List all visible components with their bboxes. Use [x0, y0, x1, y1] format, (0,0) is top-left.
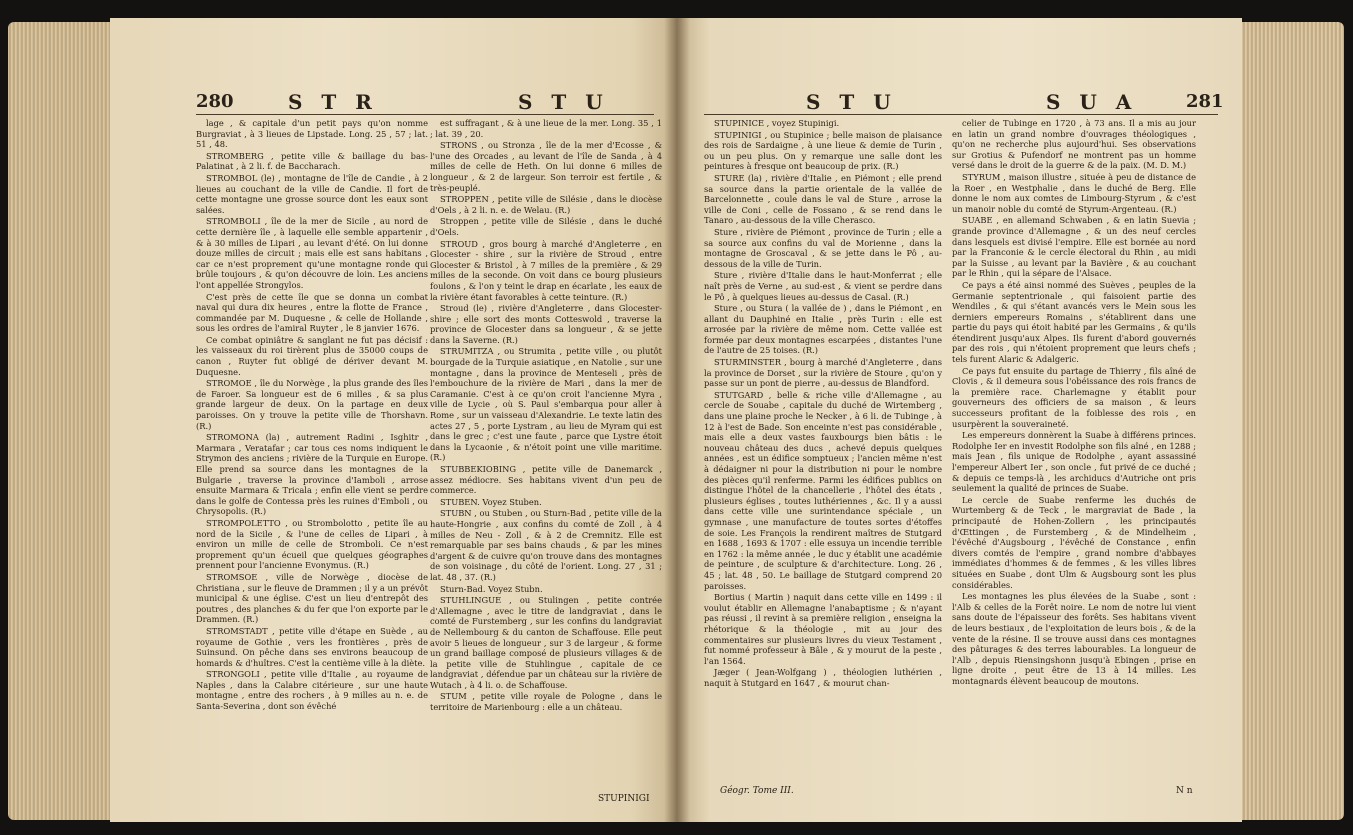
- entry-paragraph: Bortius ( Martin ) naquit dans cette ville en 1499 : il voulut établir en Allemagne l'anabaptisme ; & n'ayant pas réussi , il revint à sa première religion , enseigna la rhétorique & la théologie , mit au jour des commentaires sur plusieurs livres du vieux Testament , fut nommé professeur à Bâle , & y mourut de la peste , l'an 1564.: [704, 592, 942, 666]
- entry-paragraph: STROMONA (la) , autrement Radini , Isghitr , Marmara , Veratafar ; car tous ces noms indiquent le Strymon des anciens ; rivière de la Turquie en Europe. Elle prend sa source dans les montagnes de la Bulgarie , traverse la province d'Iamboli , arrose ensuite Marmara & Tricala ; enfin elle vient se perdre dans le golfe de Contessa près les ruines d'Emboli , ou Chrysopolis. (R.): [196, 432, 428, 517]
- entry-paragraph: STROMBERG , petite ville & baillage du bas-Palatinat , à 2 li. f. de Baccharach.: [196, 150, 428, 172]
- entry-paragraph: Sturn-Bad. Voyez Stubn.: [440, 583, 543, 594]
- catchword: STUPINIGI: [598, 794, 650, 804]
- entry-paragraph: Les empereurs donnèrent la Suabe à différens princes. Rodolphe Ier en investit Rodolphe son fils aîné , en 1288 ; mais Jean , fils unique de Rodolphe , ayant assassiné l'empereur Albert Ier , son oncle , fut privé de ce duché ; & depuis ce temps-là , les archiducs d'Autriche ont pris seulement la qualité de princes de Suabe.: [952, 430, 1196, 494]
- running-head-right-2: S U A: [1046, 90, 1138, 114]
- entry-paragraph: STYRUM , maison illustre , située à peu de distance de la Roer , en Westphalie , dans le duché de Berg. Elle donne le nom aux comtes de Limbourg-Styrum , & c'est un manoir noble du comté de Styrum-Argenteau. (R.): [952, 171, 1196, 214]
- entry-paragraph: STROMSOE , ville de Norwège , diocèse de Christiana , sur le fleuve de Drammen ; il y a un prévôt municipal & une église. C'est un lieu d'entrepôt des poutres , des planches & du fer que l'on exporte par le Drammen. (R.): [196, 571, 428, 625]
- entry-paragraph: Stroud (le) , rivière d'Angleterre , dans Glocester-shire ; elle sort des monts Cotteswold , traverse la province de Glocester dans sa longueur , & se jette dans la Saverne. (R.): [430, 303, 662, 345]
- header-rule-left: [196, 114, 654, 115]
- entry-paragraph: STUM , petite ville royale de Pologne , dans le territoire de Marienbourg : elle a un château.: [430, 691, 662, 713]
- right-page-edges: [1234, 22, 1344, 820]
- entry-paragraph: est suffragant , & à une lieue de la mer. Long. 35 , 1 ; lat. 39 , 20.: [430, 118, 662, 139]
- entry-paragraph: STUHLINGUE , ou Stulingen , petite contrée d'Allemagne , avec le titre de landgraviat , dans le comté de Furstemberg , sur les confins du landgraviat de Nellembourg & du canton de Schaffouse. Elle peut avoir 5 lieues de longueur , sur 3 de largeur , & forme un grand baillage composé de plusieurs villages & de la petite ville de Stuhlingue , capitale de ce landgraviat , défendue par un château sur la rivière de Wutach , à 4 li. o. de Schaffouse.: [430, 595, 662, 690]
- signature-footer: Géogr. Tome III.: [720, 786, 794, 796]
- entry-paragraph: STRONS , ou Stronza , île de la mer d'Ecosse , & l'une des Orcades , au levant de l'île de Sanda , à 4 milles de celle de Heth. On lui donne 6 milles de longueur , & 2 de largeur. Son terroir est fertile , & très-peuplé.: [430, 140, 662, 193]
- header-rule-right: [704, 114, 1218, 115]
- entry-paragraph: lage , & capitale d'un petit pays qu'on nomme Burgraviat , à 3 lieues de Lipstade. Long. 25 , 57 ; lat. 51 , 48.: [196, 118, 428, 150]
- entry-paragraph: STROMSTADT , petite ville d'étape en Suède , au royaume de Gothie , vers les frontières , près de Suinsund. On pêche dans ses environs beaucoup de homards & d'huîtres. C'est la centième ville à la diète.: [196, 625, 428, 668]
- entry-paragraph: Les montagnes les plus élevées de la Suabe , sont : l'Alb & celles de la Forêt noire. Le nom de notre lui vient sans doute de l'épaisseur des forêts. Ses habitans vivent de leurs bestiaux , de l'exploitation de leurs bois , & de la vente de la résine. Il se trouve aussi dans ces montagnes des pâturages & des terres labourables. La longueur de l'Alb , depuis Riensingshonn jusqu'à Ebingen , prise en ligne droite , peut être de 13 à 14 milles. Les montagnards élèvent beaucoup de moutons.: [952, 591, 1196, 686]
- entry-paragraph: Sture , ou Stura ( la vallée de ) , dans le Piémont , en allant du Dauphiné en Italie , près Turin : elle est arrosée par la rivière de même nom. Cette vallée est formée par deux montagnes escarpées , distantes l'une de l'autre de 25 toises. (R.): [704, 303, 942, 356]
- entry-paragraph: SUABE , en allemand Schwaben , & en latin Suevia ; grande province d'Allemagne , & un des neuf cercles dans lesquels est divisé l'empire. Elle est bornée au nord par la Franconie & le cercle électoral du Rhin , au midi par la Suisse , au levant par la Bavière , & au couchant par le Rhin , qui la sépare de l'Alsace.: [952, 215, 1196, 279]
- entry-paragraph: STURMINSTER , bourg à marché d'Angleterre , dans la province de Dorset , sur la rivière de Stoure , qu'on y passe sur un pont de pierre , au-dessus de Blandford.: [704, 357, 942, 389]
- entry-paragraph: STROMBOL (le) , montagne de l'île de Candie , à 2 lieues au couchant de la ville de Candie. Il fort de cette montagne une grosse source dont les eaux sont salées.: [196, 172, 428, 215]
- entry-paragraph: C'est près de cette île que se donna un combat naval qui dura dix heures , entre la flotte de France , commandée par M. Duquesne , & celle de Hollande , sous les ordres de l'amiral Ruyter , le 8 janvier 1676.: [196, 291, 428, 334]
- entry-paragraph: STUBN , ou Stuben , ou Sturn-Bad , petite ville de la haute-Hongrie , aux confins du comté de Zoll , à 4 milles de Neu - Zoll , & à 2 de Cremnitz. Elle est remarquable par ses bains chauds , & par les mines d'argent & de cuivre qu'on trouve dans des montagnes de son voisinage , du côté de l'orient. Long. 27 , 31 ; lat. 48 , 37. (R.): [430, 508, 662, 582]
- right-column-1: [704, 118, 942, 689]
- entry-paragraph: STROPPEN , petite ville de Silésie , dans le diocèse d'Oels , à 2 li. n. e. de Welau. (R.): [430, 194, 662, 215]
- running-head-left-1: S T R: [288, 90, 378, 114]
- entry-paragraph: STRUMITZA , ou Strumita , petite ville , ou plutôt bourgade de la Turquie asiatique , en Natolie , sur une montagne , dans la province de Menteseli , près de l'embouchure de la rivière de Mari , dans la mer de Caramanie. C'est à ce qu'on croit l'ancienne Myra , ville de Lycie , où S. Paul s'embarqua pour aller à Rome , sur un vaisseau d'Alexandrie. Le texte latin des actes 27 , 5 , porte Lystram , au lieu de Myram qui est dans le grec ; c'est une faute , parce que Lystre étoit dans la Lycaonie , & n'étoit point une ville maritime. (R.): [430, 346, 662, 463]
- book-gutter: [664, 18, 690, 822]
- entry-paragraph: STUPINICE , voyez Stupinigi.: [714, 118, 840, 128]
- entry-paragraph: Ce pays fut ensuite du partage de Thierry , fils aîné de Clovis , & il demeura sous l'obéissance des rois francs de la première race. Charlemagne y établit pour gouverneurs des officiers de sa maison , & leurs successeurs profitant de la foiblesse des rois , en usurpèrent la souveraineté.: [952, 365, 1196, 429]
- entry-paragraph: Ce pays a été ainsi nommé des Suèves , peuples de la Germanie septentrionale , qui faisoient partie des Wendiles , & qui s'étant avancés vers le Mein sous les derniers empereurs Romains , s'établirent dans une partie du pays qui étoit habité par les Germains , & qu'ils étendirent jusqu'aux Alpes. Ils furent d'abord gouvernés par des rois , qui n'étoient proprement que leurs chefs ; tels furent Alaric & Adalgeric.: [952, 279, 1196, 365]
- left-column-2: [430, 118, 662, 714]
- entry-paragraph: STROMBOLI , île de la mer de Sicile , au nord de cette dernière île , à laquelle elle semble appartenir , & à 30 milles de Lipari , au levant d'été. On lui donne douze milles de circuit ; mais elle est sans habitans , car ce n'est proprement qu'une montagne ronde qui brûle toujours , & qu'on découvre de loin. Les anciens l'ont appellée Strongylos.: [196, 216, 428, 290]
- running-head-right-1: S T U: [806, 90, 897, 114]
- entry-paragraph: STROUD , gros bourg à marché d'Angleterre , en Glocester - shire , sur la rivière de Stroud , entre Glocester & Bristol , à 7 milles de la première , & 29 milles de la seconde. On voit dans ce bourg plusieurs foulons , & l'on y teint le drap en écarlate , les eaux de la rivière étant favorables à cette teinture. (R.): [430, 238, 662, 302]
- entry-paragraph: STUBBEKIOBING , petite ville de Danemarck , assez médiocre. Ses habitans vivent d'un peu de commerce.: [430, 464, 662, 496]
- entry-paragraph: STUTGARD , belle & riche ville d'Allemagne , au cercle de Souabe , capitale du duché de Wirtemberg , dans une plaine proche le Necker , à 6 li. de Tubinge , à 12 à l'est de Bade. Son enceinte n'est pas considérable , mais elle a deux vastes fauxbourgs bien bâtis : le nouveau château des ducs , achevé depuis quelques années , est un édifice somptueux ; l'ancien même n'est à dédaigner ni pour la distribution ni pour le nombre des pièces qu'il renferme. Parmi les édifices publics on distingue l'hôtel de la chancellerie , l'hôtel des états , plusieurs églises , toutes luthériennes , &c. Il y a aussi dans cette ville une surintendance spéciale , un gymnase , une manufacture de toutes sortes d'étoffes de soie. Les François la rendirent maîtres de Stutgard en 1688 , 1693 & 1707 : elle essuya un incendie terrible en 1762 : la même année , le duc y établit une académie de peinture , de sculpture & d'architecture. Long. 26 , 45 ; lat. 48 , 50. Le baillage de Stutgard comprend 20 paroisses.: [704, 389, 942, 591]
- entry-paragraph: STROMOE , île du Norwège , la plus grande des îles de Faroer. Sa longueur est de 6 milles , & sa plus grande largeur de deux. On la partage en deux paroisses. On y trouve la petite ville de Thorshavn. (R.): [196, 378, 428, 431]
- entry-paragraph: Le cercle de Suabe renferme les duchés de Wurtemberg & de Teck , le margraviat de Bade , la principauté de Hohen-Zollern , les principautés d'Œttingen , de Furstemberg , & de Mindelheim , l'évêché d'Augsbourg , l'évêché de Constance , enfin divers comtés de l'empire , grand nombre d'abbayes immédiates d'hommes & de femmes , & les villes libres situées en Suabe , dont Ulm & Augsbourg sont les plus considérables.: [952, 494, 1196, 590]
- entry-paragraph: Sture , rivière d'Italie dans le haut-Monferrat ; elle naît près de Verne , au sud-est , & vient se perdre dans le Pô , à quelques lieues au-dessus de Casal. (R.): [704, 270, 942, 302]
- entry-paragraph: Sture , rivière de Piémont , province de Turin ; elle a sa source aux confins du val de Morienne , dans la montagne de Groscaval , & se jette dans le Pô , au-dessous de la ville de Turin.: [704, 226, 942, 269]
- page-number-left: 280: [196, 91, 234, 112]
- entry-paragraph: STUPINIGI , ou Stupinice ; belle maison de plaisance des rois de Sardaigne , à une lieue & demie de Turin , ou un peu plus. On y remarque une salle dont les peintures à fresque ont beaucoup de prix. (R.): [704, 129, 942, 172]
- running-head-left-2: S T U: [518, 90, 609, 114]
- page-number-right: 281: [1186, 91, 1224, 112]
- entry-paragraph: STUBEN. Voyez Stuben.: [440, 496, 542, 507]
- entry-paragraph: STROMPOLETTO , ou Strombolotto , petite île au nord de la Sicile , & l'une de celles de Lipari , à environ un mille de celle de Stromboli. Ce n'est proprement qu'un écueil que quelques géographes prennent pour l'ancienne Evonymus. (R.): [196, 517, 428, 571]
- entry-paragraph: Stroppen , petite ville de Silésie , dans le duché d'Oels.: [430, 216, 662, 237]
- entry-paragraph: STURE (la) , rivière d'Italie , en Piémont ; elle prend sa source dans la partie orientale de la vallée de Barcelonnette , coule dans le val de Sture , arrose la ville de Coni , celle de Fossano , & se rend dans le Tanaro , au-dessous de la ville Cherasco.: [704, 172, 942, 226]
- entry-paragraph: STRONGOLI , petite ville d'Italie , au royaume de Naples , dans la Calabre citérieure , sur une haute montagne , entre des rochers , à 9 milles au n. e. de Santa-Severina , dont son évêché: [196, 669, 428, 712]
- entry-paragraph: Jæger ( Jean-Wolfgang ) , théologien luthérien , naquit à Stutgard en 1647 , & mourut chan-: [704, 667, 942, 688]
- left-page-edges: [8, 22, 120, 820]
- entry-paragraph: celier de Tubinge en 1720 , à 73 ans. Il a mis au jour en latin un grand nombre d'ouvrages théologiques , qu'on ne recherche plus aujourd'hui. Ses observations sur Grotius & Pufendorf ne montrent pas un homme versé dans le droit de la guerre & de la paix. (M. D. M.): [952, 118, 1196, 171]
- left-column-1: [196, 118, 428, 713]
- left-page: [110, 18, 676, 822]
- signature-mark: N n: [1176, 786, 1193, 796]
- right-column-2: [952, 118, 1196, 687]
- right-page: [676, 18, 1242, 822]
- entry-paragraph: Ce combat opiniâtre & sanglant ne fut pas décisif : les vaisseaux du roi tirèrent plus de 35000 coups de canon , Ruyter fut obligé de dériver devant M. Duquesne.: [196, 334, 428, 377]
